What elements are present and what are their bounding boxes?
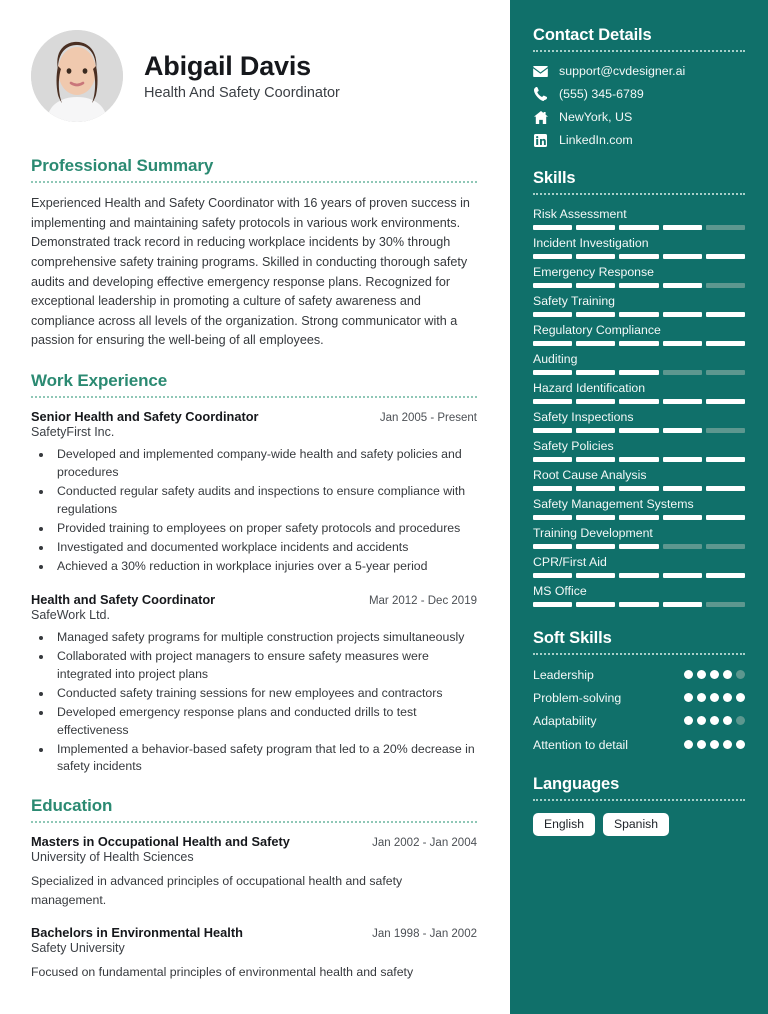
- skill-segment: [706, 341, 745, 346]
- skill-segment: [663, 486, 702, 491]
- list-item: • Developed emergency response plans and conducted drills to test effectiveness: [53, 704, 477, 740]
- rating-dot: [697, 716, 706, 725]
- skill-label: Training Development: [533, 526, 653, 540]
- education-entry-school: Safety University: [31, 941, 125, 956]
- list-item: • Conducted safety training sessions for new employees and contractors: [53, 685, 477, 703]
- rating-dot: [723, 693, 732, 702]
- skill-segment: [576, 341, 615, 346]
- work-entry-date: Jan 2005 - Present: [379, 412, 477, 425]
- section-professional-summary: [31, 156, 477, 351]
- section-skills: [533, 169, 745, 607]
- skill-segment: [706, 399, 745, 404]
- soft-skill-item: [533, 667, 745, 683]
- contact-value: (555) 345-6789: [559, 87, 644, 101]
- skill-segment: [533, 341, 572, 346]
- skill-segment: [706, 457, 745, 462]
- skill-segment: [533, 602, 572, 607]
- skill-segment: [576, 399, 615, 404]
- skill-segment: [663, 254, 702, 259]
- skill-segment: [619, 254, 658, 259]
- skill-segment: [533, 428, 572, 433]
- work-entry-header: [31, 592, 477, 607]
- education-entry: [31, 834, 477, 909]
- skill-segment: [533, 486, 572, 491]
- skills-list: [533, 207, 745, 607]
- contact-value: LinkedIn.com: [559, 133, 633, 147]
- skill-label: Risk Assessment: [533, 207, 627, 221]
- contact-item[interactable]: [533, 110, 745, 124]
- section-heading-skills: Skills: [533, 169, 576, 187]
- languages-list: [533, 813, 745, 836]
- avatar: [31, 30, 123, 122]
- soft-skill-rating: [684, 737, 745, 749]
- list-item: • Conducted regular safety audits and inspections to ensure compliance with regulations: [53, 483, 477, 519]
- skill-segment: [533, 457, 572, 462]
- skill-segment: [706, 312, 745, 317]
- skill-item: [533, 207, 745, 230]
- skill-segment: [576, 283, 615, 288]
- skill-segment: [663, 602, 702, 607]
- education-entry-degree: Masters in Occupational Health and Safety: [31, 834, 290, 850]
- contact-item[interactable]: [533, 64, 745, 78]
- soft-skill-rating: [684, 667, 745, 679]
- soft-skill-label: Adaptability: [533, 714, 597, 729]
- skill-segment: [619, 486, 658, 491]
- skill-segment: [663, 370, 702, 375]
- rating-dot: [697, 693, 706, 702]
- skill-label: Safety Training: [533, 294, 616, 308]
- soft-skill-label: Problem-solving: [533, 691, 622, 706]
- skill-segment: [706, 602, 745, 607]
- work-entry-date: Mar 2012 - Dec 2019: [368, 594, 477, 607]
- rating-dot: [684, 740, 693, 749]
- work-entry: [31, 592, 477, 777]
- skill-segment: [663, 341, 702, 346]
- skill-item: [533, 323, 745, 346]
- rating-dot: [736, 716, 745, 725]
- education-entry-degree: Bachelors in Environmental Health: [31, 925, 243, 941]
- list-item: • Collaborated with project managers to ensure safety measures were integrated into project plans: [53, 648, 477, 684]
- rating-dot: [710, 740, 719, 749]
- skill-segment: [663, 312, 702, 317]
- skill-segment: [706, 486, 745, 491]
- skill-label: Regulatory Compliance: [533, 323, 661, 337]
- contact-item[interactable]: [533, 133, 745, 147]
- skill-segment: [706, 515, 745, 520]
- linkedin-icon: [533, 134, 548, 147]
- rating-dot: [684, 716, 693, 725]
- section-languages: [533, 775, 745, 836]
- skill-level-bar: [533, 225, 745, 230]
- skill-segment: [533, 573, 572, 578]
- rating-dot: [710, 693, 719, 702]
- education-entry-header: [31, 834, 477, 849]
- soft-skill-label: Leadership: [533, 668, 594, 682]
- skill-level-bar: [533, 254, 745, 259]
- section-work-experience: [31, 371, 477, 776]
- skill-segment: [619, 428, 658, 433]
- skill-segment: [533, 370, 572, 375]
- work-entry-bullets: [53, 446, 477, 576]
- section-heading-soft-skills: Soft Skills: [533, 629, 612, 647]
- envelope-icon: [533, 66, 548, 77]
- education-entry-school: University of Health Sciences: [31, 850, 194, 865]
- skill-segment: [663, 283, 702, 288]
- skill-segment: [663, 457, 702, 462]
- soft-skill-item: [533, 737, 745, 753]
- skill-segment: [533, 312, 572, 317]
- skill-segment: [576, 573, 615, 578]
- rating-dot: [684, 670, 693, 679]
- rating-dot: [684, 693, 693, 702]
- skill-level-bar: [533, 515, 745, 520]
- skill-level-bar: [533, 544, 745, 549]
- rating-dot: [723, 740, 732, 749]
- work-entry-title: Senior Health and Safety Coordinator: [31, 409, 259, 425]
- skill-level-bar: [533, 312, 745, 317]
- work-list: [31, 409, 477, 776]
- phone-icon: [533, 87, 548, 101]
- skill-segment: [663, 225, 702, 230]
- contact-list: [533, 64, 745, 147]
- skill-segment: [619, 399, 658, 404]
- work-entry-title: Health and Safety Coordinator: [31, 591, 216, 607]
- divider: [533, 799, 745, 801]
- skill-segment: [619, 283, 658, 288]
- education-list: [31, 834, 477, 981]
- list-item: • Achieved a 30% reduction in workplace injuries over a 5-year period: [53, 558, 477, 576]
- list-item: • Provided training to employees on proper safety protocols and procedures: [53, 520, 477, 538]
- skill-segment: [706, 573, 745, 578]
- work-entry-company: SafeWork Ltd.: [31, 607, 110, 622]
- divider: [533, 653, 745, 655]
- contact-item[interactable]: [533, 87, 745, 101]
- education-entry-description: Focused on fundamental principles of environmental health and safety: [31, 965, 414, 980]
- section-heading-education: Education: [31, 796, 113, 816]
- soft-skill-item: [533, 690, 745, 706]
- skill-segment: [619, 341, 658, 346]
- resume-header: [31, 30, 477, 122]
- skill-level-bar: [533, 370, 745, 375]
- skill-segment: [619, 370, 658, 375]
- divider: [533, 193, 745, 195]
- education-entry-date: Jan 2002 - Jan 2004: [372, 837, 477, 850]
- list-item: • Investigated and documented workplace incidents and accidents: [53, 539, 477, 557]
- skill-segment: [619, 602, 658, 607]
- skill-segment: [706, 370, 745, 375]
- work-entry-company: SafetyFirst Inc.: [31, 425, 115, 440]
- divider: [31, 396, 477, 398]
- work-entry-header: [31, 409, 477, 424]
- skill-segment: [576, 254, 615, 259]
- job-title: Health And Safety Coordinator: [144, 85, 340, 102]
- skill-segment: [663, 428, 702, 433]
- rating-dot: [710, 716, 719, 725]
- section-contact-details: [533, 26, 745, 147]
- skill-item: [533, 584, 745, 607]
- soft-skill-label: Attention to detail: [533, 737, 629, 752]
- skill-segment: [706, 428, 745, 433]
- skill-item: [533, 468, 745, 491]
- section-education: [31, 796, 477, 981]
- education-entry: [31, 925, 477, 981]
- soft-skill-rating: [684, 713, 745, 725]
- list-item: • Managed safety programs for multiple construction projects simultaneously: [53, 629, 477, 647]
- skill-item: [533, 526, 745, 549]
- education-entry-header: [31, 925, 477, 940]
- section-heading-work: Work Experience: [31, 371, 168, 391]
- rating-dot: [710, 670, 719, 679]
- skill-segment: [619, 225, 658, 230]
- skill-segment: [533, 225, 572, 230]
- section-heading-summary: Professional Summary: [31, 156, 214, 175]
- section-soft-skills: [533, 629, 745, 753]
- skill-item: [533, 381, 745, 404]
- skill-segment: [706, 254, 745, 259]
- soft-skill-rating: [684, 690, 745, 702]
- skill-level-bar: [533, 399, 745, 404]
- rating-dot: [736, 670, 745, 679]
- list-item: • Developed and implemented company-wide health and safety policies and procedures: [53, 446, 477, 482]
- skill-label: CPR/First Aid: [533, 555, 607, 569]
- skill-segment: [533, 515, 572, 520]
- skill-label: Auditing: [533, 352, 578, 366]
- language-chip: Spanish: [603, 813, 669, 836]
- rating-dot: [697, 670, 706, 679]
- skill-level-bar: [533, 573, 745, 578]
- skill-level-bar: [533, 341, 745, 346]
- contact-value: NewYork, US: [559, 110, 633, 124]
- skill-segment: [706, 225, 745, 230]
- skill-label: Emergency Response: [533, 265, 654, 279]
- work-entry-bullets: [53, 629, 477, 777]
- rating-dot: [723, 716, 732, 725]
- skill-segment: [706, 544, 745, 549]
- skill-segment: [576, 312, 615, 317]
- work-entry: [31, 409, 477, 576]
- skill-segment: [533, 254, 572, 259]
- divider: [31, 181, 477, 183]
- skill-item: [533, 439, 745, 462]
- skill-level-bar: [533, 602, 745, 607]
- skill-label: Safety Policies: [533, 439, 614, 453]
- skill-level-bar: [533, 457, 745, 462]
- soft-skill-item: [533, 713, 745, 729]
- rating-dot: [736, 693, 745, 702]
- skill-level-bar: [533, 486, 745, 491]
- page-title: Abigail Davis: [144, 50, 311, 81]
- profile-photo-icon: [31, 30, 123, 122]
- skill-segment: [619, 515, 658, 520]
- skill-item: [533, 236, 745, 259]
- skill-segment: [533, 544, 572, 549]
- skill-segment: [619, 312, 658, 317]
- skill-segment: [576, 544, 615, 549]
- skill-segment: [576, 457, 615, 462]
- summary-text: Experienced Health and Safety Coordinator with 16 years of proven success in implementing and maintaining safety protocols in various work environments. Demonstrated track record in reducing workplace incidents by 30% through comprehensive safety training programs. Skilled in conducting thorough safety audits and developing effective emergency response plans. Recognized for exceptional leadership in promoting a culture of safety awareness and compliance across all levels of the organization. Strong communicator with a passion for ensuring the well-being of all employees.: [31, 196, 470, 348]
- divider: [533, 50, 745, 52]
- home-icon: [533, 111, 548, 124]
- skill-label: Safety Inspections: [533, 410, 634, 424]
- skill-segment: [576, 515, 615, 520]
- skill-segment: [706, 283, 745, 288]
- skill-label: Safety Management Systems: [533, 497, 694, 511]
- contact-value: support@cvdesigner.ai: [559, 64, 686, 78]
- section-heading-contact: Contact Details: [533, 26, 652, 44]
- skill-level-bar: [533, 428, 745, 433]
- skill-segment: [576, 225, 615, 230]
- divider: [31, 821, 477, 823]
- skill-label: Hazard Identification: [533, 381, 646, 395]
- name-block: [144, 51, 340, 101]
- skill-segment: [663, 515, 702, 520]
- skill-segment: [533, 399, 572, 404]
- skill-segment: [619, 573, 658, 578]
- list-item: • Implemented a behavior-based safety program that led to a 20% decrease in safety incidents: [53, 741, 477, 777]
- skill-segment: [576, 428, 615, 433]
- rating-dot: [736, 740, 745, 749]
- skill-item: [533, 555, 745, 578]
- soft-skills-list: [533, 667, 745, 753]
- skill-segment: [619, 544, 658, 549]
- education-entry-date: Jan 1998 - Jan 2002: [372, 928, 477, 941]
- skill-level-bar: [533, 283, 745, 288]
- language-chip: English: [533, 813, 595, 836]
- skill-item: [533, 410, 745, 433]
- skill-segment: [663, 399, 702, 404]
- skill-item: [533, 352, 745, 375]
- skill-item: [533, 497, 745, 520]
- education-entry-description: Specialized in advanced principles of occupational health and safety management.: [31, 874, 403, 907]
- skill-label: MS Office: [533, 584, 587, 598]
- skill-item: [533, 265, 745, 288]
- skill-segment: [576, 370, 615, 375]
- resume-sidebar: [510, 0, 768, 1014]
- skill-segment: [533, 283, 572, 288]
- skill-label: Incident Investigation: [533, 236, 649, 250]
- rating-dot: [697, 740, 706, 749]
- section-heading-languages: Languages: [533, 774, 620, 793]
- skill-segment: [663, 573, 702, 578]
- skill-item: [533, 294, 745, 317]
- skill-segment: [619, 457, 658, 462]
- skill-segment: [576, 602, 615, 607]
- skill-segment: [663, 544, 702, 549]
- skill-label: Root Cause Analysis: [533, 468, 647, 482]
- skill-segment: [576, 486, 615, 491]
- rating-dot: [723, 670, 732, 679]
